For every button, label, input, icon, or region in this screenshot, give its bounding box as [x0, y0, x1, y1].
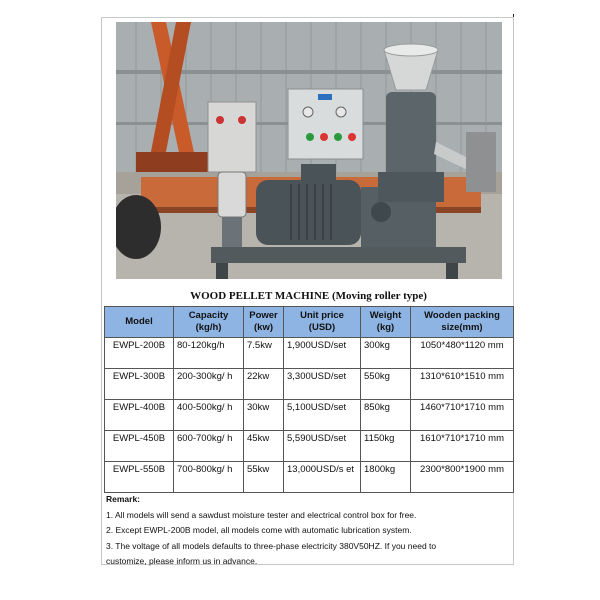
- table-row: [105, 400, 514, 431]
- packing-size-cell: 1050*480*1120 mm: [411, 338, 514, 369]
- table-row: [105, 431, 514, 462]
- price-cell: 13,000USD/s et: [284, 462, 361, 493]
- remarks-heading: Remark:: [106, 494, 141, 504]
- price-cell: 5,590USD/set: [284, 431, 361, 462]
- spec-table: [104, 306, 514, 493]
- remark-item: 2. Except EWPL-200B model, all models come with automatic lubrication system.: [106, 525, 412, 535]
- column-header: Unit price (USD): [284, 307, 361, 338]
- table-row: [105, 462, 514, 493]
- capacity-cell: 600-700kg/ h: [174, 431, 244, 462]
- capacity-cell: 700-800kg/ h: [174, 462, 244, 493]
- column-header: Weight (kg): [361, 307, 411, 338]
- price-cell: 5,100USD/set: [284, 400, 361, 431]
- weight-cell: 300kg: [361, 338, 411, 369]
- power-cell: 55kw: [244, 462, 284, 493]
- weight-cell: 1150kg: [361, 431, 411, 462]
- packing-size-cell: 1460*710*1710 mm: [411, 400, 514, 431]
- table-row: [105, 338, 514, 369]
- remark-item: 3. The voltage of all models defaults to three-phase electricity 380V50HZ. If you need to: [106, 540, 437, 551]
- machine-photo: [116, 22, 502, 279]
- capacity-cell: 400-500kg/ h: [174, 400, 244, 431]
- column-header: Model: [105, 307, 174, 338]
- power-cell: 45kw: [244, 431, 284, 462]
- price-cell: 1,900USD/set: [284, 338, 361, 369]
- table-row: [105, 369, 514, 400]
- capacity-cell: 80-120kg/h: [174, 338, 244, 369]
- price-cell: 3,300USD/set: [284, 369, 361, 400]
- model-cell: EWPL-300B: [105, 369, 174, 400]
- weight-cell: 550kg: [361, 369, 411, 400]
- column-header: Wooden packing size(mm): [411, 307, 514, 338]
- product-spec-sheet: [101, 17, 514, 565]
- column-header: Capacity (kg/h): [174, 307, 244, 338]
- packing-size-cell: 1610*710*1710 mm: [411, 431, 514, 462]
- model-cell: EWPL-200B: [105, 338, 174, 369]
- remark-item: 1. All models will send a sawdust moisture tester and electrical control box for free.: [106, 509, 417, 520]
- power-cell: 22kw: [244, 369, 284, 400]
- table-header-row: [105, 307, 514, 338]
- power-cell: 7.5kw: [244, 338, 284, 369]
- power-cell: 30kw: [244, 400, 284, 431]
- capacity-cell: 200-300kg/ h: [174, 369, 244, 400]
- weight-cell: 1800kg: [361, 462, 411, 493]
- model-cell: EWPL-450B: [105, 431, 174, 462]
- packing-size-cell: 1310*610*1510 mm: [411, 369, 514, 400]
- model-cell: EWPL-400B: [105, 400, 174, 431]
- packing-size-cell: 2300*800*1900 mm: [411, 462, 514, 493]
- document-title: WOOD PELLET MACHINE (Moving roller type): [190, 290, 427, 302]
- remarks-section: [106, 492, 511, 570]
- column-header: Power (kw): [244, 307, 284, 338]
- model-cell: EWPL-550B: [105, 462, 174, 493]
- pellet-machine-illustration: [116, 22, 502, 279]
- weight-cell: 850kg: [361, 400, 411, 431]
- remark-item: customize, please inform us in advance.: [106, 556, 258, 566]
